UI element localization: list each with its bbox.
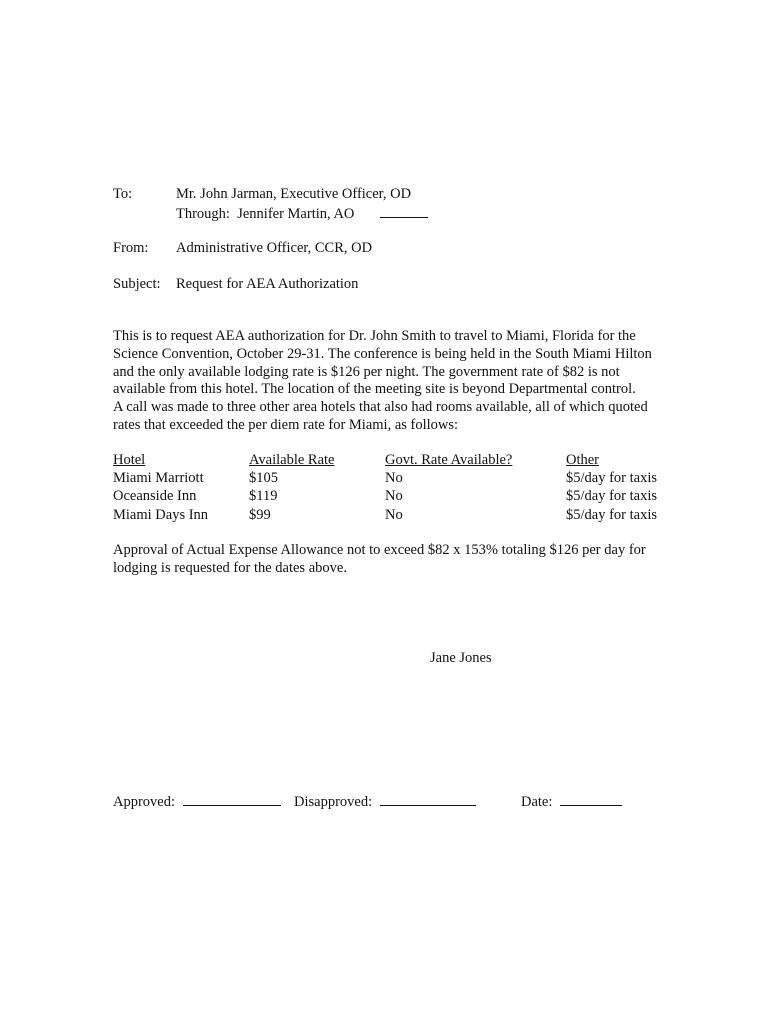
cell-other: $5/day for taxis <box>566 488 658 505</box>
approved-signature-line[interactable] <box>183 791 281 806</box>
disapproved-label: Disapproved: <box>294 794 373 810</box>
hotel-rate-table <box>113 451 673 524</box>
date-label: Date: <box>521 794 553 810</box>
approved-field <box>113 791 281 811</box>
body-line: Science Convention, October 29-31. The conference is being held in the South Miami Hilton <box>113 345 652 362</box>
header-other: Other <box>566 452 600 468</box>
subject-label: Subject: <box>113 276 161 292</box>
through-value: Jennifer Martin, AO <box>237 206 355 222</box>
table-row <box>113 469 673 487</box>
cell-other: $5/day for taxis <box>566 506 658 523</box>
cell-govt: No <box>385 470 403 487</box>
subject-value: Request for AEA Authorization <box>176 276 359 292</box>
table-header-row <box>113 451 673 469</box>
cell-hotel: Oceanside Inn <box>113 488 197 505</box>
header-available-rate: Available Rate <box>249 452 335 468</box>
cell-rate: $105 <box>249 470 278 487</box>
body-paragraph <box>113 328 683 435</box>
approval-line: lodging is requested for the dates above. <box>113 559 347 576</box>
cell-hotel: Miami Days Inn <box>113 506 209 523</box>
body-line: rates that exceeded the per diem rate for Miami, as follows: <box>113 416 459 433</box>
signature-name: Jane Jones <box>430 650 492 666</box>
header-govt-rate: Govt. Rate Available? <box>385 452 513 468</box>
body-line: and the only available lodging rate is $126 per night. The government rate of $82 is not <box>113 363 620 380</box>
cell-govt: No <box>385 506 403 523</box>
to-value: Mr. John Jarman, Executive Officer, OD <box>176 186 412 202</box>
through-label: Through: <box>176 206 230 222</box>
disapproved-signature-line[interactable] <box>380 791 476 806</box>
header-hotel: Hotel <box>113 452 146 468</box>
date-line[interactable] <box>560 791 622 806</box>
table-row <box>113 506 673 524</box>
from-label: From: <box>113 240 149 256</box>
from-value: Administrative Officer, CCR, OD <box>176 240 373 256</box>
cell-rate: $99 <box>249 506 271 523</box>
through-line <box>176 203 428 223</box>
approval-paragraph <box>113 542 683 578</box>
initials-line[interactable] <box>380 203 428 218</box>
body-line: available from this hotel. The location of the meeting site is beyond Departmental control. <box>113 381 636 398</box>
table-row <box>113 487 673 505</box>
cell-govt: No <box>385 488 403 505</box>
disapproved-field <box>294 791 476 811</box>
cell-rate: $119 <box>249 488 278 505</box>
cell-other: $5/day for taxis <box>566 470 658 487</box>
date-field <box>521 791 622 811</box>
approved-label: Approved: <box>113 794 176 810</box>
to-label: To: <box>113 186 133 202</box>
body-line: A call was made to three other area hotels that also had rooms available, all of which quoted <box>113 399 648 416</box>
approval-line: Approval of Actual Expense Allowance not to exceed $82 x 153% totaling $126 per day for <box>113 542 646 558</box>
cell-hotel: Miami Marriott <box>113 470 204 487</box>
body-line: This is to request AEA authorization for Dr. John Smith to travel to Miami, Florida for the <box>113 328 636 344</box>
